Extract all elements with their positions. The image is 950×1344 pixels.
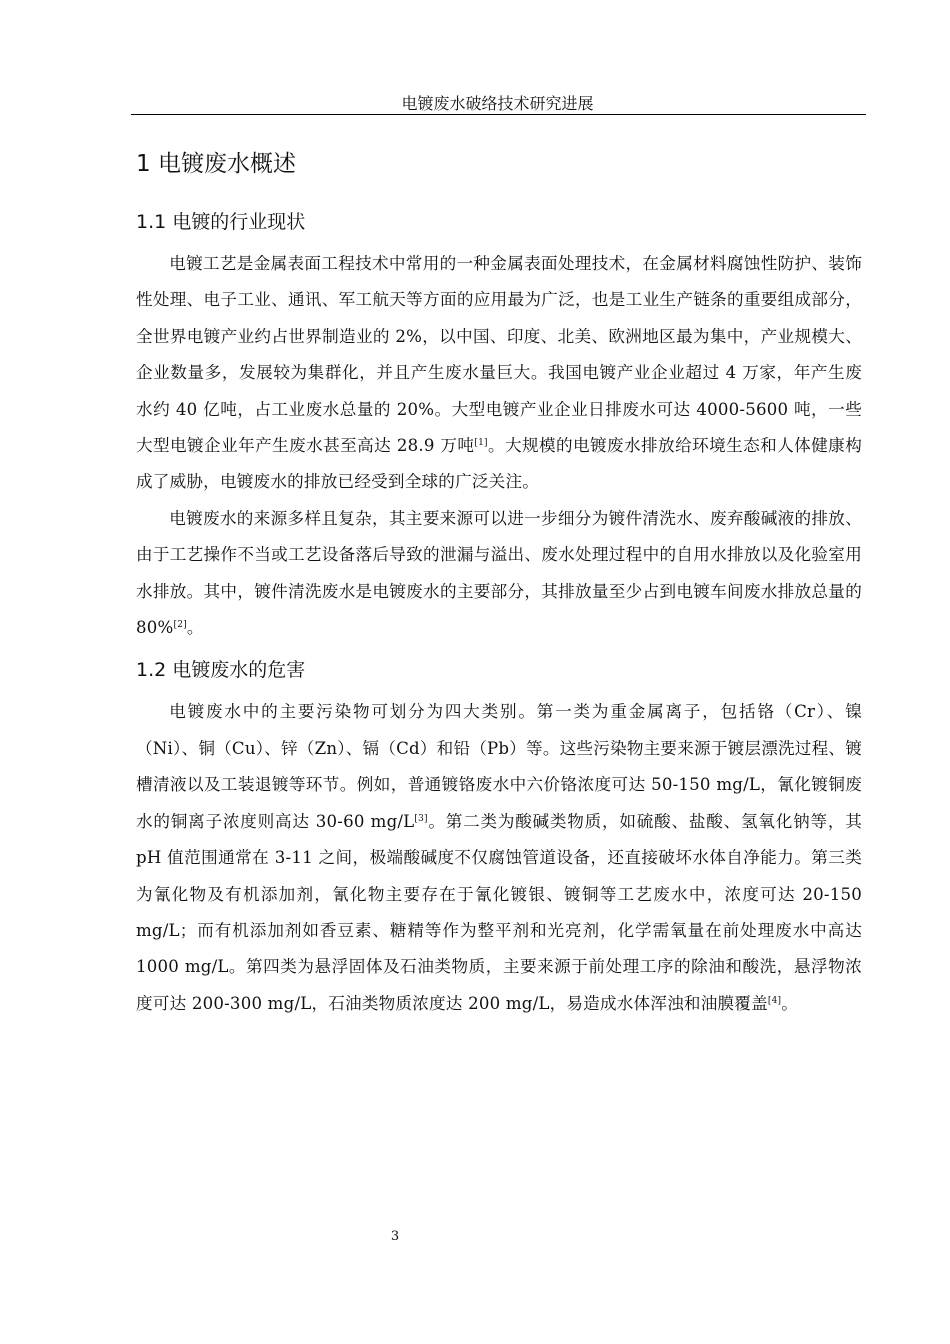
paragraph-text: 。第二类为酸碱类物质，如硫酸、盐酸、氢氧化钠等，其 pH 值范围通常在 3-11 之间，极端酸碱度不仅腐蚀管道设备，还直接破坏水体自净能力。第三类为氰化物及有机添加剂，氰化物主要存在于氰化镀银、镀铜等工艺废水中，浓度可达 20-150 mg/L；而有机添加剂如香豆素、糖精等作为整平剂和光亮剂，化学需氧量在前处理废水中高达 1000 mg/L。第四类为悬浮固体及石油类物质，主要来源于前处理工序的除油和酸洗，悬浮物浓度可达 200-300 mg/L，石油类物质浓度达 200 mg/L，易造成水体浑浊和油膜覆盖 <box>136 811 862 1013</box>
paragraph-text: 。 <box>186 618 204 638</box>
citation-ref: [2] <box>173 620 187 631</box>
section-heading-1-2: 1.2 电镀废水的危害 <box>136 659 306 682</box>
paragraph-text: 电镀废水中的主要污染物可划分为四大类别。第一类为重金属离子，包括铬（Cr）、镍（Ni）、铜（Cu）、锌（Zn）、镉（Cd）和铅（Pb）等。这些污染物主要来源于镀层漂洗过程、镀槽清液以及工装退镀等环节。例如，普通镀铬废水中六价铬浓度可达 50-150 mg/L，氰化镀铜废水的铜离子浓度则高达 30-60 mg/L <box>136 702 862 831</box>
citation-ref: [4] <box>767 995 782 1006</box>
paragraph-text: 。大规模的电镀废水排放给环境生态和人体健康构成了威胁，电镀废水的排放已经受到全球的广泛关注。 <box>136 436 862 492</box>
paragraph-industry-status <box>136 246 862 501</box>
citation-ref: [1] <box>474 438 488 449</box>
section-heading-1-1: 1.1 电镀的行业现状 <box>136 211 306 233</box>
paragraph-wastewater-sources <box>136 501 862 647</box>
page-number: 3 <box>390 1229 400 1244</box>
running-header: 电镀废水破络技术研究进展 <box>401 94 594 113</box>
paragraph-text: 电镀废水的来源多样且复杂，其主要来源可以进一步细分为镀件清洗水、废弃酸碱液的排放、由于工艺操作不当或工艺设备落后导致的泄漏与溢出、废水处理过程中的自用水排放以及化验室用水排放。其中，镀件清洗废水是电镀废水的主要部分，其排放量至少占到电镀车间废水排放总量的 80% <box>136 508 862 638</box>
paragraph-text: 电镀工艺是金属表面工程技术中常用的一种金属表面处理技术，在金属材料腐蚀性防护、装饰性处理、电子工业、通讯、军工航天等方面的应用最为广泛，也是工业生产链条的重要组成部分，全世界电镀产业约占世界制造业的 2%，以中国、印度、北美、欧洲地区最为集中，产业规模大、企业数量多，发展较为集群化，并且产生废水量巨大。我国电镀产业企业超过 4 万家，年产生废水约 40 亿吨，占工业废水总量的 20%。大型电镀产业企业日排废水可达 4000-5600 吨，一些大型电镀企业年产生废水甚至高达 28.9 万吨 <box>136 254 862 456</box>
citation-ref: [3] <box>414 813 428 824</box>
paragraph-hazards <box>136 694 862 1022</box>
page-body <box>136 140 862 1022</box>
paragraph-text: 。 <box>781 993 799 1013</box>
section-heading-1: 1 电镀废水概述 <box>136 151 296 177</box>
header-rule <box>131 114 866 115</box>
